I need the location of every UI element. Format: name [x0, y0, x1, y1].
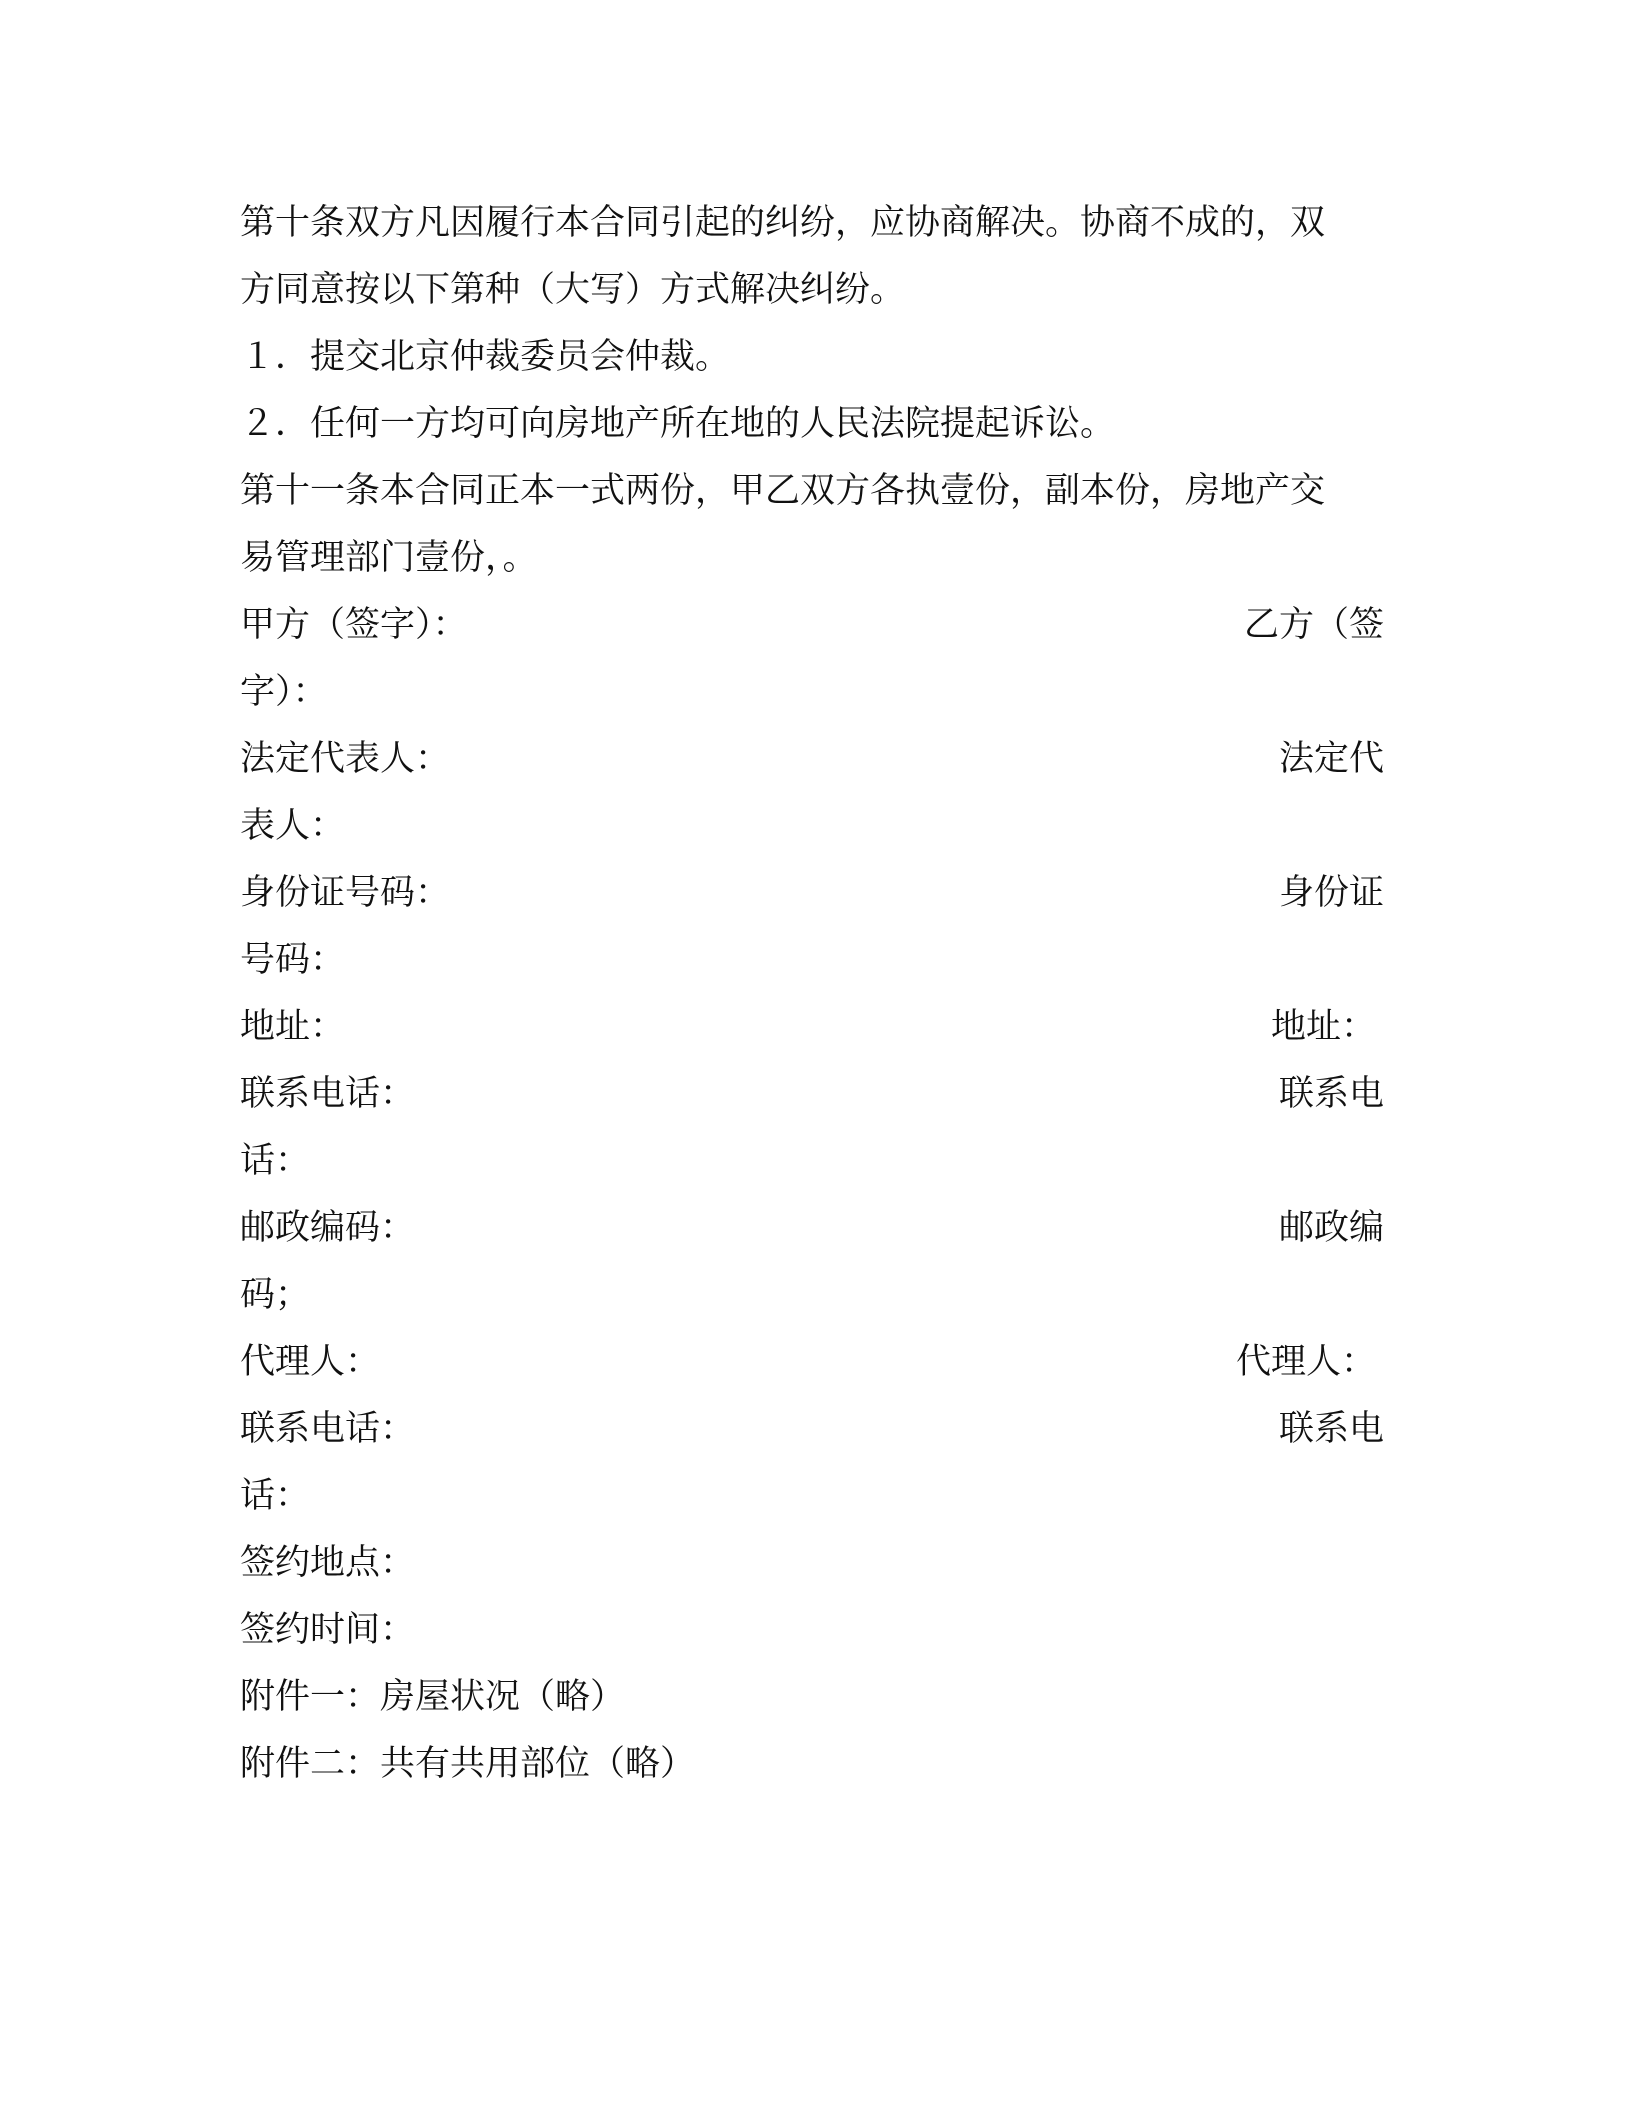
party-b-phone-label-continued: 话：	[240, 1141, 311, 1181]
party-b-signature-label-continued: 字）：	[240, 672, 328, 712]
clause-10-option-1: １．提交北京仲裁委员会仲裁。	[240, 337, 731, 377]
clause-10-line-2: 方同意按以下第种（大写）方式解决纠纷。	[240, 270, 906, 310]
party-a-phone-label: 联系电话：	[240, 1074, 416, 1114]
party-b-agent-label: 代理人：	[1235, 1342, 1376, 1382]
party-b-agent-phone-label: 联系电	[1278, 1409, 1384, 1449]
legal-rep-row	[240, 726, 1384, 793]
agent-phone-row	[240, 1396, 1384, 1463]
party-b-legal-rep-label-continued: 表人：	[240, 806, 346, 846]
clause-11-line-1: 第十一条本合同正本一式两份，甲乙双方各执壹份，副本份，房地产交	[240, 471, 1326, 511]
party-b-signature-label: 乙方（签	[1243, 605, 1384, 645]
party-a-agent-phone-label: 联系电话：	[240, 1409, 416, 1449]
party-a-postal-label: 邮政编码：	[240, 1208, 416, 1248]
signing-time-label: 签约时间：	[240, 1610, 416, 1650]
party-a-id-label: 身份证号码：	[240, 873, 451, 913]
attachment-2: 附件二：共有共用部位（略）	[240, 1744, 696, 1784]
id-number-row	[240, 860, 1384, 927]
attachment-1: 附件一：房屋状况（略）	[240, 1677, 626, 1717]
party-b-postal-label-continued: 码；	[240, 1275, 311, 1315]
signature-row	[240, 592, 1384, 659]
party-b-agent-phone-label-continued: 话：	[240, 1476, 311, 1516]
signing-place-label: 签约地点：	[240, 1543, 416, 1583]
party-a-signature-label: 甲方（签字）：	[240, 605, 468, 645]
party-b-phone-label: 联系电	[1278, 1074, 1384, 1114]
agent-row	[240, 1329, 1384, 1396]
address-row	[240, 994, 1384, 1061]
party-a-address-label: 地址：	[240, 1007, 346, 1047]
clause-10-line-1: 第十条双方凡因履行本合同引起的纠纷，应协商解决。协商不成的，双	[240, 203, 1326, 243]
clause-10-option-2: ２．任何一方均可向房地产所在地的人民法院提起诉讼。	[240, 404, 1116, 444]
party-b-id-label-continued: 号码：	[240, 940, 346, 980]
phone-row	[240, 1061, 1384, 1128]
party-b-address-label: 地址：	[1270, 1007, 1376, 1047]
party-a-legal-rep-label: 法定代表人：	[240, 739, 451, 779]
clause-11-line-2: 易管理部门壹份，。	[240, 538, 538, 578]
party-b-id-label: 身份证	[1278, 873, 1384, 913]
postal-code-row	[240, 1195, 1384, 1262]
party-a-agent-label: 代理人：	[240, 1342, 381, 1382]
party-b-postal-label: 邮政编	[1278, 1208, 1384, 1248]
party-b-legal-rep-label: 法定代	[1278, 739, 1384, 779]
document-body	[240, 190, 1384, 1798]
